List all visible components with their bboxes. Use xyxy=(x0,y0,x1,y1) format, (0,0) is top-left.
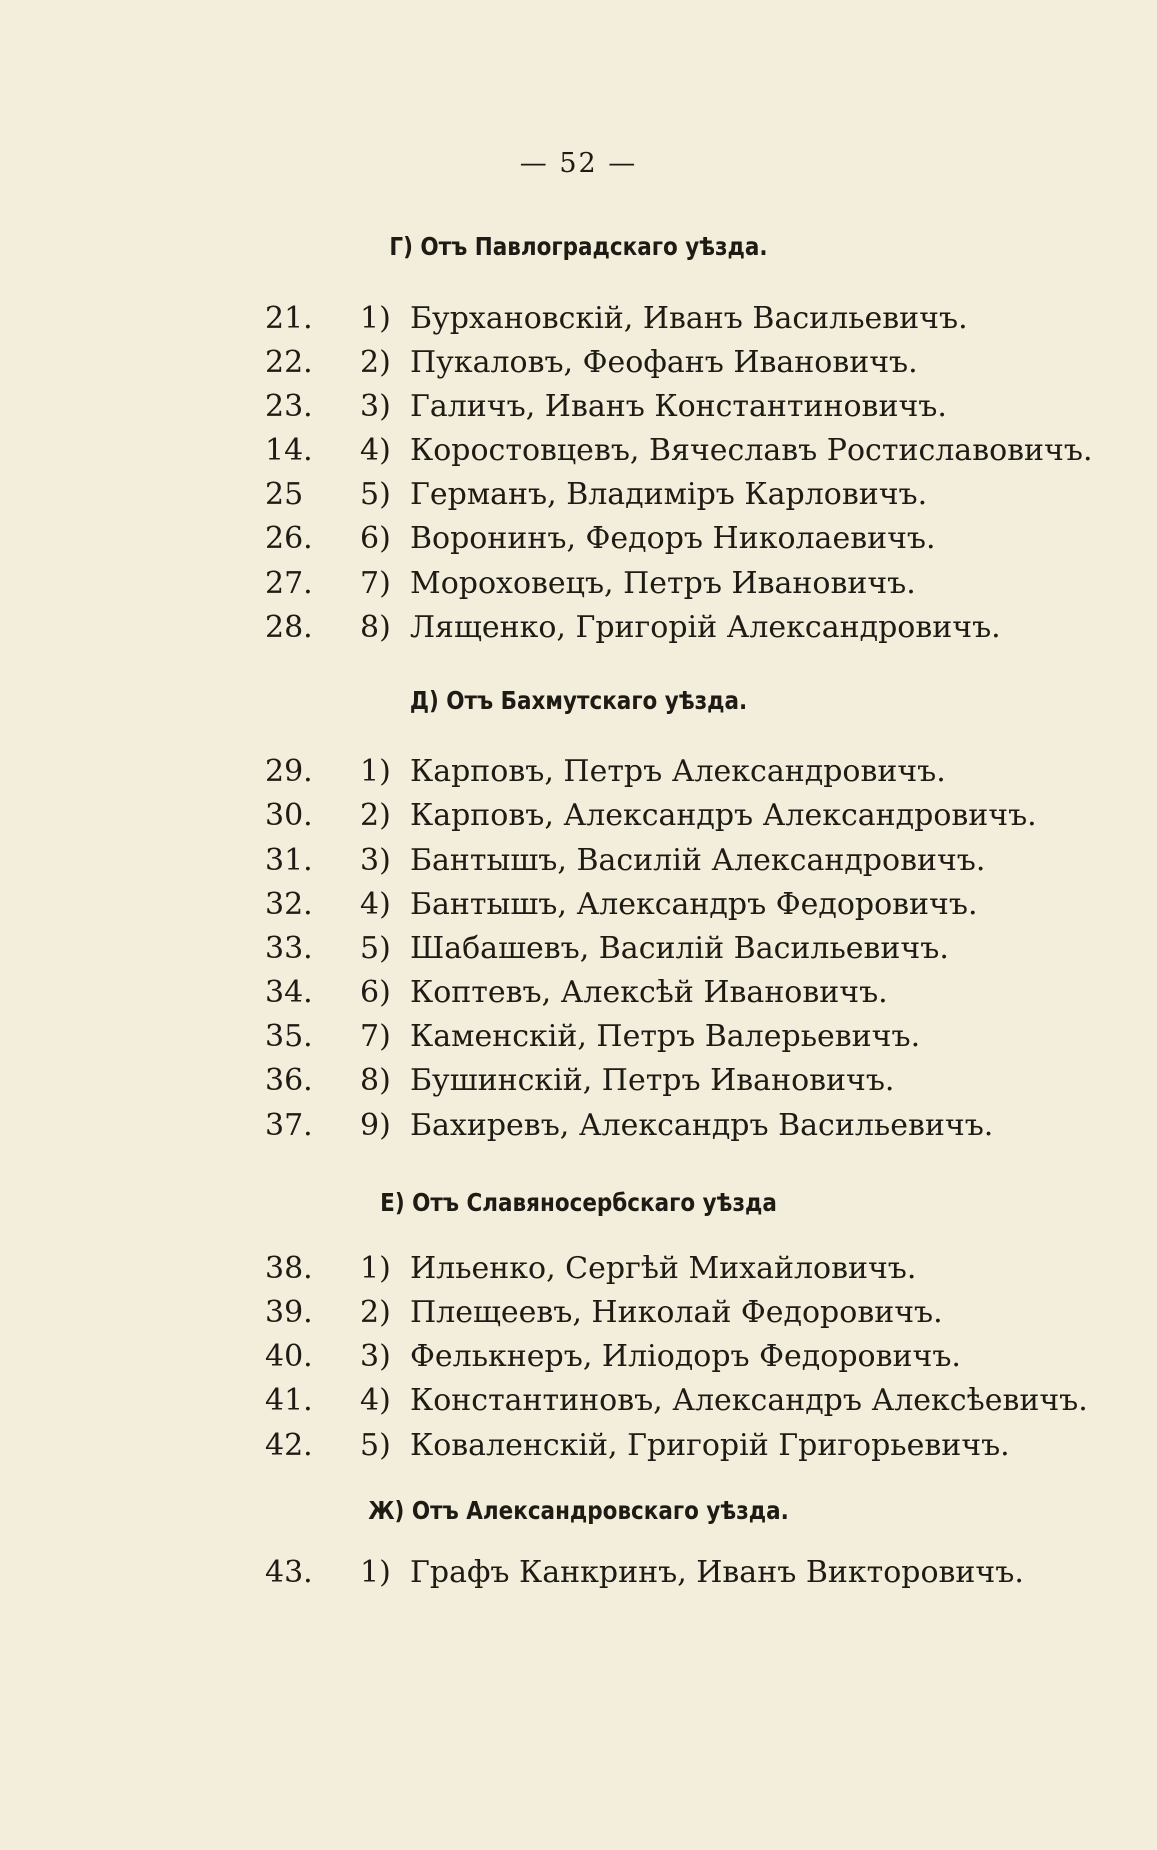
entry-ordinal: 1) xyxy=(360,301,391,336)
entry-ordinal: 7) xyxy=(360,566,391,601)
entry-ordinal: 3) xyxy=(360,389,391,424)
entry-ordinal: 7) xyxy=(360,1019,391,1054)
list-item xyxy=(0,1339,1157,1383)
entry-name: Карповъ, Петръ Александровичъ. xyxy=(410,754,946,789)
section-heading-e: Е) Отъ Славяносербскаго уѣзда xyxy=(380,1188,777,1217)
list-item xyxy=(0,1428,1157,1472)
entry-name: Галичъ, Иванъ Константиновичъ. xyxy=(410,389,947,424)
entry-number: 31. xyxy=(265,843,313,878)
page-number: — 52 — xyxy=(519,148,638,179)
entry-ordinal: 1) xyxy=(360,1555,391,1590)
entry-number: 25 xyxy=(265,477,304,512)
list-item xyxy=(0,798,1157,842)
entry-name: Коваленскій, Григорій Григорьевичъ. xyxy=(410,1428,1010,1463)
entry-number: 34. xyxy=(265,975,313,1010)
entry-name: Константиновъ, Александръ Алексѣевичъ. xyxy=(410,1383,1088,1418)
entry-ordinal: 5) xyxy=(360,931,391,966)
section-heading-d: Д) Отъ Бахмутскаго уѣзда. xyxy=(409,686,748,715)
entry-ordinal: 4) xyxy=(360,1383,391,1418)
entry-ordinal: 8) xyxy=(360,610,391,645)
entry-name: Коптевъ, Алексѣй Ивановичъ. xyxy=(410,975,888,1010)
entry-number: 40. xyxy=(265,1339,313,1374)
entry-name: Мороховецъ, Петръ Ивановичъ. xyxy=(410,566,916,601)
entry-name: Ильенко, Сергѣй Михайловичъ. xyxy=(410,1251,917,1286)
entry-ordinal: 5) xyxy=(360,477,391,512)
entry-name: Пукаловъ, Феофанъ Ивановичъ. xyxy=(410,345,918,380)
section-heading-zh: Ж) Отъ Александровскаго уѣзда. xyxy=(368,1496,789,1525)
list-item xyxy=(0,1251,1157,1295)
list-item xyxy=(0,1063,1157,1107)
entry-number: 43. xyxy=(265,1555,313,1590)
entry-name: Коростовцевъ, Вячеславъ Ростиславовичъ. xyxy=(410,433,1093,468)
entry-name: Бурхановскій, Иванъ Васильевичъ. xyxy=(410,301,968,336)
entry-ordinal: 6) xyxy=(360,975,391,1010)
entry-name: Бушинскій, Петръ Ивановичъ. xyxy=(410,1063,895,1098)
list-item xyxy=(0,389,1157,433)
list-item xyxy=(0,477,1157,521)
entry-name: Германъ, Владиміръ Карловичъ. xyxy=(410,477,928,512)
entry-number: 22. xyxy=(265,345,313,380)
list-item xyxy=(0,975,1157,1019)
entry-name: Карповъ, Александръ Александровичъ. xyxy=(410,798,1037,833)
list-item xyxy=(0,521,1157,565)
list-item xyxy=(0,301,1157,345)
entry-number: 33. xyxy=(265,931,313,966)
entry-name: Графъ Канкринъ, Иванъ Викторовичъ. xyxy=(410,1555,1024,1590)
entry-ordinal: 4) xyxy=(360,433,391,468)
entry-ordinal: 2) xyxy=(360,1295,391,1330)
list-item xyxy=(0,1383,1157,1427)
entry-number: 29. xyxy=(265,754,313,789)
entry-number: 42. xyxy=(265,1428,313,1463)
entry-name: Бантышъ, Александръ Федоровичъ. xyxy=(410,887,978,922)
entry-number: 28. xyxy=(265,610,313,645)
entry-number: 21. xyxy=(265,301,313,336)
entry-number: 37. xyxy=(265,1108,313,1143)
list-item xyxy=(0,345,1157,389)
entry-number: 41. xyxy=(265,1383,313,1418)
entry-ordinal: 8) xyxy=(360,1063,391,1098)
list-item xyxy=(0,887,1157,931)
entry-number: 23. xyxy=(265,389,313,424)
entry-ordinal: 9) xyxy=(360,1108,391,1143)
entry-number: 38. xyxy=(265,1251,313,1286)
list-item xyxy=(0,1295,1157,1339)
list-item xyxy=(0,1108,1157,1152)
list-item xyxy=(0,931,1157,975)
entry-name: Шабашевъ, Василій Васильевичъ. xyxy=(410,931,949,966)
entry-ordinal: 6) xyxy=(360,521,391,556)
entry-number: 36. xyxy=(265,1063,313,1098)
entry-name: Воронинъ, Федоръ Николаевичъ. xyxy=(410,521,936,556)
entry-name: Плещеевъ, Николай Федоровичъ. xyxy=(410,1295,943,1330)
list-item xyxy=(0,433,1157,477)
list-item xyxy=(0,566,1157,610)
entry-number: 30. xyxy=(265,798,313,833)
entry-number: 32. xyxy=(265,887,313,922)
entry-ordinal: 5) xyxy=(360,1428,391,1463)
entry-number: 27. xyxy=(265,566,313,601)
list-item xyxy=(0,610,1157,654)
entry-number: 14. xyxy=(265,433,313,468)
entry-ordinal: 2) xyxy=(360,345,391,380)
entry-number: 35. xyxy=(265,1019,313,1054)
entry-ordinal: 1) xyxy=(360,754,391,789)
entry-ordinal: 4) xyxy=(360,887,391,922)
list-item xyxy=(0,1555,1157,1599)
entry-name: Лященко, Григорій Александровичъ. xyxy=(410,610,1001,645)
section-heading-g: Г) Отъ Павлоградскаго уѣзда. xyxy=(389,232,768,261)
entry-ordinal: 1) xyxy=(360,1251,391,1286)
entry-name: Каменскій, Петръ Валерьевичъ. xyxy=(410,1019,921,1054)
entry-name: Бахиревъ, Александръ Васильевичъ. xyxy=(410,1108,994,1143)
entry-name: Фелькнеръ, Иліодоръ Федоровичъ. xyxy=(410,1339,961,1374)
entry-ordinal: 2) xyxy=(360,798,391,833)
entry-ordinal: 3) xyxy=(360,1339,391,1374)
entry-name: Бантышъ, Василій Александровичъ. xyxy=(410,843,986,878)
list-item xyxy=(0,1019,1157,1063)
entry-ordinal: 3) xyxy=(360,843,391,878)
list-item xyxy=(0,843,1157,887)
list-item xyxy=(0,754,1157,798)
entry-number: 26. xyxy=(265,521,313,556)
entry-number: 39. xyxy=(265,1295,313,1330)
